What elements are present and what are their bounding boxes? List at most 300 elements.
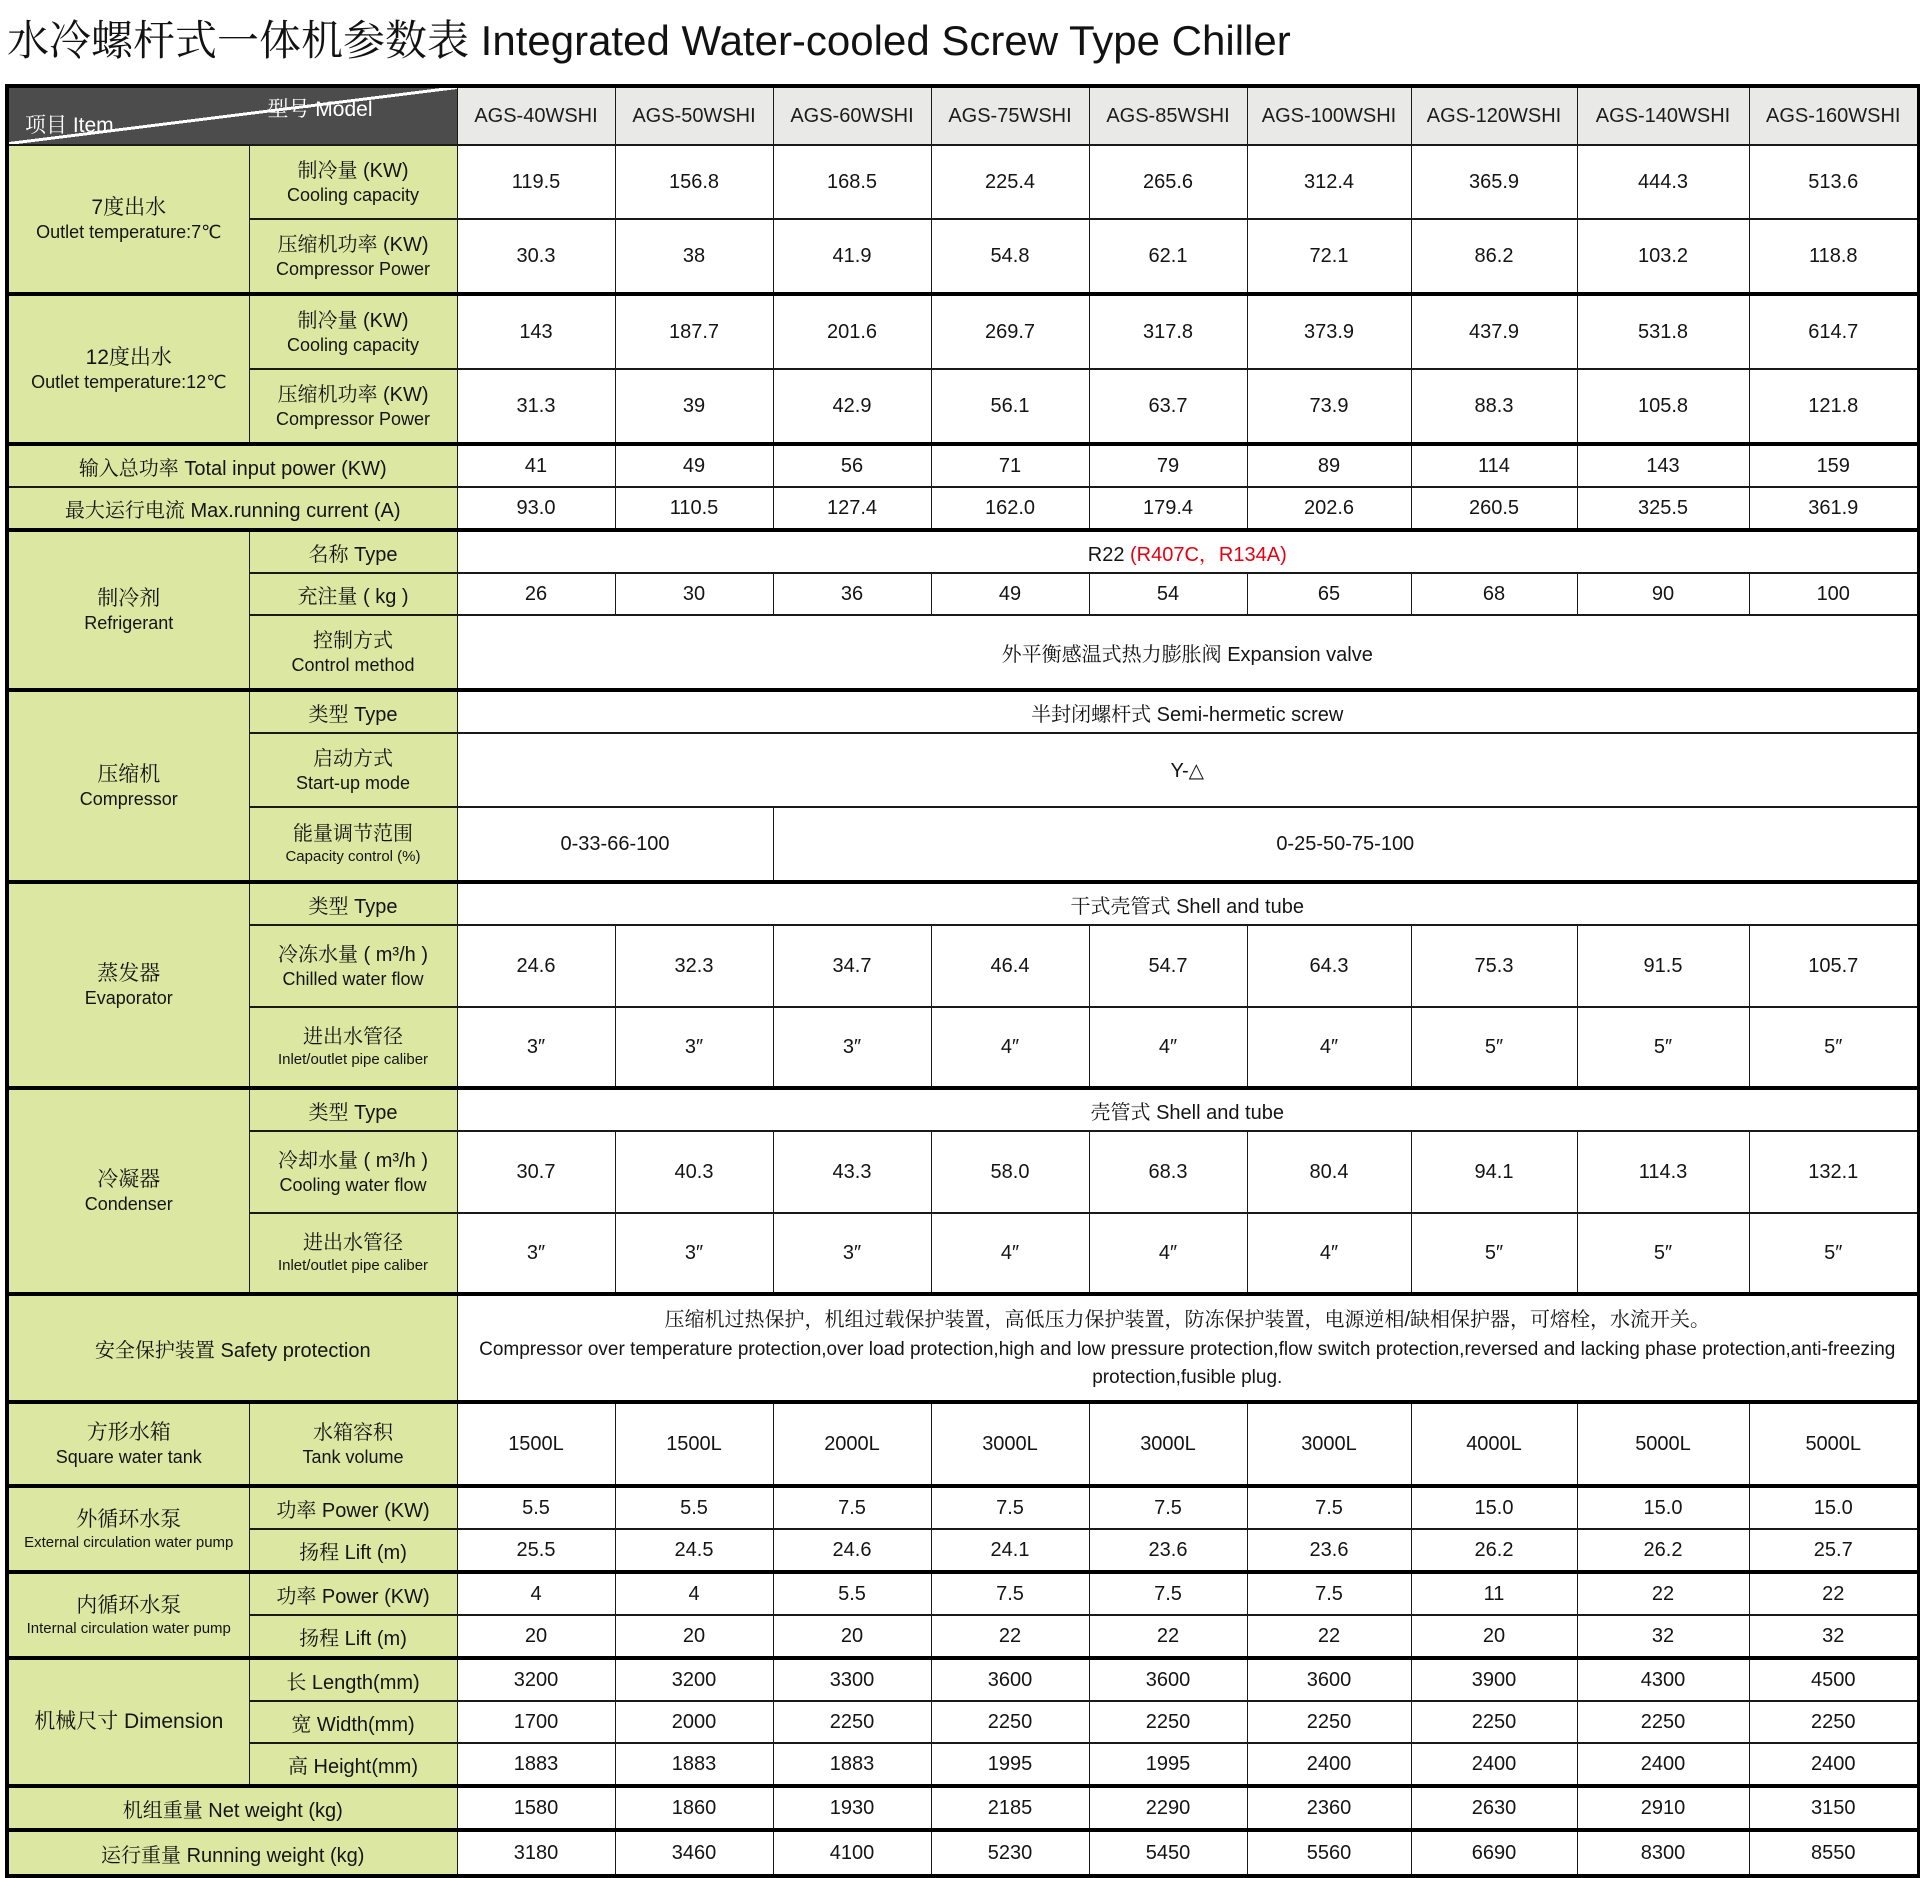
total-input-power-value: 41	[457, 444, 615, 487]
startup-mode-value: Y-△	[457, 733, 1919, 807]
cooling-capacity-12c-value: 143	[457, 294, 615, 369]
tank-volume-value: 4000L	[1411, 1402, 1577, 1486]
cooling-capacity-7c-value: 168.5	[773, 145, 931, 219]
total-input-power-value: 89	[1247, 444, 1411, 487]
label-zh: 水箱容积	[313, 1421, 393, 1444]
tank-volume-value: 5000L	[1577, 1402, 1749, 1486]
total-input-power-value: 49	[615, 444, 773, 487]
model-header-cell: AGS-50WSHI	[615, 86, 773, 145]
label-en: Tank volume	[302, 1446, 404, 1467]
evaporator-pipe-caliber-value: 3″	[615, 1007, 773, 1088]
int-pump-power-value: 4	[615, 1572, 773, 1615]
ext-pump-lift-value: 23.6	[1089, 1529, 1247, 1572]
group-condenser	[7, 1088, 249, 1294]
condenser-pipe-caliber-value: 5″	[1577, 1213, 1749, 1294]
cooling-capacity-7c-value: 119.5	[457, 145, 615, 219]
label-en: Control method	[291, 654, 415, 675]
compressor-power-7c-value: 30.3	[457, 219, 615, 294]
ext-pump-power-value: 7.5	[1247, 1486, 1411, 1529]
evaporator-type-value: 干式壳管式 Shell and tube	[457, 882, 1919, 925]
compressor-power-12c-value: 56.1	[931, 369, 1089, 444]
length-value: 3200	[615, 1658, 773, 1701]
row-total-input-power	[7, 444, 1919, 487]
label-refrigerant-charge: 充注量 ( kg )	[249, 573, 457, 615]
safety-text-zh: 压缩机过热保护，机组过载保护装置，高低压力保护装置，防冻保护装置，电源逆相/缺相保护器，可熔栓，水流开关。	[664, 1308, 1711, 1331]
refrigerant-charge-value: 100	[1749, 573, 1919, 615]
refrigerant-charge-value: 90	[1577, 573, 1749, 615]
evaporator-pipe-caliber-value: 4″	[1089, 1007, 1247, 1088]
cooling-capacity-7c-value: 156.8	[615, 145, 773, 219]
safety-text-en: Compressor over temperature protection,over load protection,high and low pressure protection,flow switch protection,reversed and lacking phase protection,anti-freezing protection,fusible plug.	[479, 1338, 1896, 1388]
label-startup-mode	[249, 733, 457, 807]
cooling-capacity-7c-value: 225.4	[931, 145, 1089, 219]
chilled-water-flow-value: 32.3	[615, 925, 773, 1007]
group-internal-circulation-pump	[7, 1572, 249, 1658]
label-compressor-power	[249, 219, 457, 294]
label-zh: 压缩机功率 (KW)	[277, 233, 429, 256]
group-evaporator	[7, 882, 249, 1088]
ext-pump-lift-value: 26.2	[1411, 1529, 1577, 1572]
cooling-capacity-12c-value: 187.7	[615, 294, 773, 369]
control-method-value: 外平衡感温式热力膨胀阀 Expansion valve	[457, 615, 1919, 690]
net-weight-value: 2630	[1411, 1786, 1577, 1830]
label-chilled-water-flow	[249, 925, 457, 1007]
label-en: Chilled water flow	[282, 968, 424, 989]
model-header-cell: AGS-100WSHI	[1247, 86, 1411, 145]
length-value: 3300	[773, 1658, 931, 1701]
compressor-power-12c-value: 88.3	[1411, 369, 1577, 444]
group-label-zh: 方形水箱	[86, 1421, 171, 1445]
max-running-current-value: 179.4	[1089, 487, 1247, 530]
running-weight-value: 3460	[615, 1830, 773, 1876]
length-value: 3200	[457, 1658, 615, 1701]
condenser-pipe-caliber-value: 5″	[1749, 1213, 1919, 1294]
label-zh: 冷冻水量 ( m³/h )	[278, 943, 428, 966]
label-cooling-water-flow	[249, 1131, 457, 1213]
label-safety-protection: 安全保护装置 Safety protection	[7, 1294, 457, 1402]
label-zh: 进出水管径	[303, 1026, 403, 1049]
cooling-capacity-7c-value: 265.6	[1089, 145, 1247, 219]
cooling-water-flow-value: 114.3	[1577, 1131, 1749, 1213]
total-input-power-value: 159	[1749, 444, 1919, 487]
label-running-weight: 运行重量 Running weight (kg)	[7, 1830, 457, 1876]
row-tank-volume	[7, 1402, 1919, 1486]
page-title: 水冷螺杆式一体机参数表 Integrated Water-cooled Screw Type Chiller	[7, 17, 1291, 64]
height-value: 1883	[457, 1743, 615, 1786]
label-en: Compressor Power	[275, 408, 431, 429]
tank-volume-value: 3000L	[931, 1402, 1089, 1486]
group-label-en: External circulation water pump	[24, 1533, 234, 1551]
group-label-zh: 制冷剂	[97, 587, 161, 611]
refrigerant-charge-value: 68	[1411, 573, 1577, 615]
group-label-zh: 7度出水	[91, 196, 167, 220]
int-pump-power-value: 7.5	[1247, 1572, 1411, 1615]
model-header-cell: AGS-160WSHI	[1749, 86, 1919, 145]
row-int-pump-lift	[7, 1615, 1919, 1658]
evaporator-pipe-caliber-value: 4″	[931, 1007, 1089, 1088]
evaporator-pipe-caliber-value: 5″	[1749, 1007, 1919, 1088]
net-weight-value: 3150	[1749, 1786, 1919, 1830]
ext-pump-power-value: 15.0	[1577, 1486, 1749, 1529]
cooling-water-flow-value: 132.1	[1749, 1131, 1919, 1213]
int-pump-power-value: 4	[457, 1572, 615, 1615]
tank-volume-value: 3000L	[1089, 1402, 1247, 1486]
compressor-power-7c-value: 38	[615, 219, 773, 294]
label-en: Cooling capacity	[286, 334, 420, 355]
group-label-zh: 冷凝器	[97, 1168, 161, 1192]
compressor-power-7c-value: 103.2	[1577, 219, 1749, 294]
width-value: 2250	[931, 1701, 1089, 1743]
tank-volume-value: 5000L	[1749, 1402, 1919, 1486]
condenser-pipe-caliber-value: 4″	[931, 1213, 1089, 1294]
int-pump-lift-value: 22	[1247, 1615, 1411, 1658]
condenser-pipe-caliber-value: 3″	[457, 1213, 615, 1294]
cooling-water-flow-value: 30.7	[457, 1131, 615, 1213]
cooling-capacity-12c-value: 437.9	[1411, 294, 1577, 369]
int-pump-lift-value: 32	[1749, 1615, 1919, 1658]
model-header-cell: AGS-140WSHI	[1577, 86, 1749, 145]
cooling-capacity-12c-value: 317.8	[1089, 294, 1247, 369]
ext-pump-power-value: 15.0	[1411, 1486, 1577, 1529]
cooling-water-flow-value: 80.4	[1247, 1131, 1411, 1213]
label-en: Inlet/outlet pipe caliber	[277, 1257, 429, 1275]
label-max-running-current: 最大运行电流 Max.running current (A)	[7, 487, 457, 530]
label-net-weight: 机组重量 Net weight (kg)	[7, 1786, 457, 1830]
cooling-water-flow-value: 68.3	[1089, 1131, 1247, 1213]
net-weight-value: 2360	[1247, 1786, 1411, 1830]
width-value: 2250	[1247, 1701, 1411, 1743]
width-value: 2250	[773, 1701, 931, 1743]
cooling-water-flow-value: 94.1	[1411, 1131, 1577, 1213]
ext-pump-power-value: 7.5	[773, 1486, 931, 1529]
refrigerant-alternatives: (R407C，R134A)	[1130, 543, 1287, 566]
running-weight-value: 8300	[1577, 1830, 1749, 1876]
height-value: 2400	[1577, 1743, 1749, 1786]
row-chilled-water-flow	[7, 925, 1919, 1007]
condenser-pipe-caliber-value: 4″	[1089, 1213, 1247, 1294]
evaporator-pipe-caliber-value: 5″	[1411, 1007, 1577, 1088]
label-condenser-pipe-caliber	[249, 1213, 457, 1294]
ext-pump-lift-value: 25.7	[1749, 1529, 1919, 1572]
label-compressor-power	[249, 369, 457, 444]
int-pump-lift-value: 20	[773, 1615, 931, 1658]
int-pump-power-value: 7.5	[1089, 1572, 1247, 1615]
label-zh: 压缩机功率 (KW)	[277, 383, 429, 406]
max-running-current-value: 162.0	[931, 487, 1089, 530]
label-capacity-control	[249, 807, 457, 882]
group-label-en: Condenser	[84, 1194, 173, 1215]
label-zh: 控制方式	[313, 629, 393, 652]
label-evaporator-pipe-caliber	[249, 1007, 457, 1088]
height-value: 1995	[1089, 1743, 1247, 1786]
label-condenser-type: 类型 Type	[249, 1088, 457, 1131]
ext-pump-power-value: 7.5	[931, 1486, 1089, 1529]
model-header-cell: AGS-40WSHI	[457, 86, 615, 145]
compressor-power-12c-value: 105.8	[1577, 369, 1749, 444]
capacity-control-large-models: 0-25-50-75-100	[773, 807, 1919, 882]
chilled-water-flow-value: 24.6	[457, 925, 615, 1007]
compressor-power-12c-value: 73.9	[1247, 369, 1411, 444]
label-zh: 制冷量 (KW)	[297, 309, 409, 332]
row-evaporator-pipe-caliber	[7, 1007, 1919, 1088]
row-refrigerant-name	[7, 530, 1919, 573]
group-outlet-7c	[7, 145, 249, 294]
compressor-power-7c-value: 62.1	[1089, 219, 1247, 294]
group-external-circulation-pump	[7, 1486, 249, 1572]
group-label-en: Evaporator	[84, 988, 173, 1009]
label-compressor-type: 类型 Type	[249, 690, 457, 733]
cooling-capacity-7c-value: 312.4	[1247, 145, 1411, 219]
row-cooling-capacity-12c	[7, 294, 1919, 369]
ext-pump-lift-value: 25.5	[457, 1529, 615, 1572]
cooling-capacity-12c-value: 201.6	[773, 294, 931, 369]
max-running-current-value: 202.6	[1247, 487, 1411, 530]
ext-pump-power-value: 7.5	[1089, 1486, 1247, 1529]
refrigerant-charge-value: 26	[457, 573, 615, 615]
group-label-en: Refrigerant	[84, 613, 174, 634]
model-header-cell: AGS-120WSHI	[1411, 86, 1577, 145]
group-label-en: Internal circulation water pump	[26, 1619, 231, 1637]
chilled-water-flow-value: 54.7	[1089, 925, 1247, 1007]
int-pump-power-value: 22	[1577, 1572, 1749, 1615]
int-pump-lift-value: 22	[931, 1615, 1089, 1658]
refrigerant-charge-value: 65	[1247, 573, 1411, 615]
cooling-capacity-7c-value: 444.3	[1577, 145, 1749, 219]
condenser-pipe-caliber-value: 3″	[615, 1213, 773, 1294]
condenser-pipe-caliber-value: 5″	[1411, 1213, 1577, 1294]
row-capacity-control	[7, 807, 1919, 882]
int-pump-lift-value: 22	[1089, 1615, 1247, 1658]
group-label-en: Square water tank	[55, 1447, 202, 1468]
tank-volume-value: 1500L	[615, 1402, 773, 1486]
length-value: 3900	[1411, 1658, 1577, 1701]
int-pump-lift-value: 20	[615, 1615, 773, 1658]
net-weight-value: 2290	[1089, 1786, 1247, 1830]
length-value: 3600	[931, 1658, 1089, 1701]
model-header-row	[7, 86, 1919, 145]
model-axis-label: 型号 Model	[267, 98, 373, 121]
compressor-power-12c-value: 39	[615, 369, 773, 444]
label-en: Start-up mode	[295, 772, 411, 793]
label-cooling-capacity	[249, 145, 457, 219]
width-value: 2250	[1089, 1701, 1247, 1743]
max-running-current-value: 110.5	[615, 487, 773, 530]
width-value: 2250	[1749, 1701, 1919, 1743]
group-compressor	[7, 690, 249, 882]
label-zh: 能量调节范围	[293, 823, 413, 846]
width-value: 2000	[615, 1701, 773, 1743]
max-running-current-value: 260.5	[1411, 487, 1577, 530]
label-tank-volume	[249, 1402, 457, 1486]
condenser-pipe-caliber-value: 3″	[773, 1213, 931, 1294]
running-weight-value: 6690	[1411, 1830, 1577, 1876]
ext-pump-lift-value: 23.6	[1247, 1529, 1411, 1572]
cooling-capacity-7c-value: 513.6	[1749, 145, 1919, 219]
row-width	[7, 1701, 1919, 1743]
length-value: 4300	[1577, 1658, 1749, 1701]
label-zh: 启动方式	[313, 747, 393, 770]
length-value: 3600	[1089, 1658, 1247, 1701]
row-length	[7, 1658, 1919, 1701]
row-int-pump-power	[7, 1572, 1919, 1615]
ext-pump-power-value: 15.0	[1749, 1486, 1919, 1529]
diagonal-header-cell	[7, 86, 457, 145]
total-input-power-value: 71	[931, 444, 1089, 487]
chiller-spec-table	[5, 84, 1920, 1878]
int-pump-lift-value: 20	[457, 1615, 615, 1658]
width-value: 2250	[1577, 1701, 1749, 1743]
label-en: Capacity control (%)	[285, 848, 421, 866]
compressor-power-7c-value: 54.8	[931, 219, 1089, 294]
group-outlet-12c	[7, 294, 249, 444]
net-weight-value: 2910	[1577, 1786, 1749, 1830]
condenser-type-value: 壳管式 Shell and tube	[457, 1088, 1919, 1131]
label-en: Inlet/outlet pipe caliber	[277, 1051, 429, 1069]
int-pump-lift-value: 32	[1577, 1615, 1749, 1658]
max-running-current-value: 325.5	[1577, 487, 1749, 530]
cooling-capacity-12c-value: 269.7	[931, 294, 1089, 369]
label-height: 高 Height(mm)	[249, 1743, 457, 1786]
label-ext-pump-lift: 扬程 Lift (m)	[249, 1529, 457, 1572]
model-header-cell: AGS-60WSHI	[773, 86, 931, 145]
running-weight-value: 5560	[1247, 1830, 1411, 1876]
row-ext-pump-lift	[7, 1529, 1919, 1572]
group-label-en: Compressor	[79, 789, 178, 810]
evaporator-pipe-caliber-value: 5″	[1577, 1007, 1749, 1088]
compressor-power-12c-value: 63.7	[1089, 369, 1247, 444]
capacity-control-small-models: 0-33-66-100	[457, 807, 773, 882]
cooling-capacity-12c-value: 614.7	[1749, 294, 1919, 369]
row-condenser-type	[7, 1088, 1919, 1131]
ext-pump-lift-value: 26.2	[1577, 1529, 1749, 1572]
label-control-method	[249, 615, 457, 690]
refrigerant-charge-value: 49	[931, 573, 1089, 615]
chilled-water-flow-value: 91.5	[1577, 925, 1749, 1007]
chilled-water-flow-value: 105.7	[1749, 925, 1919, 1007]
net-weight-value: 1930	[773, 1786, 931, 1830]
group-label-zh: 蒸发器	[97, 962, 161, 986]
label-evaporator-type: 类型 Type	[249, 882, 457, 925]
row-height	[7, 1743, 1919, 1786]
total-input-power-value: 56	[773, 444, 931, 487]
item-axis-label: 项目 Item	[25, 114, 114, 137]
ext-pump-power-value: 5.5	[615, 1486, 773, 1529]
cooling-water-flow-value: 43.3	[773, 1131, 931, 1213]
running-weight-value: 5230	[931, 1830, 1089, 1876]
label-en: Compressor Power	[275, 258, 431, 279]
net-weight-value: 2185	[931, 1786, 1089, 1830]
group-label-zh: 12度出水	[85, 346, 172, 370]
cooling-water-flow-value: 40.3	[615, 1131, 773, 1213]
ext-pump-power-value: 5.5	[457, 1486, 615, 1529]
height-value: 1995	[931, 1743, 1089, 1786]
cooling-water-flow-value: 58.0	[931, 1131, 1089, 1213]
running-weight-value: 8550	[1749, 1830, 1919, 1876]
net-weight-value: 1860	[615, 1786, 773, 1830]
group-label-zh: 外循环水泵	[76, 1507, 182, 1531]
compressor-power-12c-value: 31.3	[457, 369, 615, 444]
tank-volume-value: 2000L	[773, 1402, 931, 1486]
safety-protection-value	[457, 1294, 1919, 1402]
chilled-water-flow-value: 46.4	[931, 925, 1089, 1007]
max-running-current-value: 127.4	[773, 487, 931, 530]
height-value: 1883	[615, 1743, 773, 1786]
label-en: Cooling water flow	[279, 1174, 427, 1195]
label-zh: 冷却水量 ( m³/h )	[278, 1149, 428, 1172]
label-int-pump-lift: 扬程 Lift (m)	[249, 1615, 457, 1658]
length-value: 4500	[1749, 1658, 1919, 1701]
label-zh: 制冷量 (KW)	[297, 159, 409, 182]
row-condenser-pipe-caliber	[7, 1213, 1919, 1294]
row-cooling-water-flow	[7, 1131, 1919, 1213]
total-input-power-value: 143	[1577, 444, 1749, 487]
group-dimension: 机械尺寸 Dimension	[7, 1658, 249, 1786]
label-zh: 进出水管径	[303, 1232, 403, 1255]
compressor-power-12c-value: 42.9	[773, 369, 931, 444]
chilled-water-flow-value: 64.3	[1247, 925, 1411, 1007]
tank-volume-value: 3000L	[1247, 1402, 1411, 1486]
group-label-zh: 压缩机	[97, 763, 161, 787]
height-value: 2400	[1247, 1743, 1411, 1786]
label-refrigerant-name: 名称 Type	[249, 530, 457, 573]
cooling-capacity-7c-value: 365.9	[1411, 145, 1577, 219]
row-compressor-power-7c	[7, 219, 1919, 294]
int-pump-power-value: 11	[1411, 1572, 1577, 1615]
int-pump-power-value: 5.5	[773, 1572, 931, 1615]
condenser-pipe-caliber-value: 4″	[1247, 1213, 1411, 1294]
ext-pump-lift-value: 24.5	[615, 1529, 773, 1572]
running-weight-value: 4100	[773, 1830, 931, 1876]
evaporator-pipe-caliber-value: 4″	[1247, 1007, 1411, 1088]
group-refrigerant	[7, 530, 249, 690]
cooling-capacity-12c-value: 373.9	[1247, 294, 1411, 369]
width-value: 2250	[1411, 1701, 1577, 1743]
evaporator-pipe-caliber-value: 3″	[773, 1007, 931, 1088]
label-width: 宽 Width(mm)	[249, 1701, 457, 1743]
row-evaporator-type	[7, 882, 1919, 925]
total-input-power-value: 79	[1089, 444, 1247, 487]
compressor-power-12c-value: 121.8	[1749, 369, 1919, 444]
height-value: 2400	[1411, 1743, 1577, 1786]
refrigerant-base: R22	[1087, 543, 1130, 566]
row-net-weight	[7, 1786, 1919, 1830]
compressor-power-7c-value: 72.1	[1247, 219, 1411, 294]
length-value: 3600	[1247, 1658, 1411, 1701]
running-weight-value: 3180	[457, 1830, 615, 1876]
cooling-capacity-12c-value: 531.8	[1577, 294, 1749, 369]
chilled-water-flow-value: 34.7	[773, 925, 931, 1007]
running-weight-value: 5450	[1089, 1830, 1247, 1876]
total-input-power-value: 114	[1411, 444, 1577, 487]
label-en: Cooling capacity	[286, 184, 420, 205]
label-ext-pump-power: 功率 Power (KW)	[249, 1486, 457, 1529]
group-label-en: Outlet temperature:12℃	[31, 372, 227, 393]
row-refrigerant-charge	[7, 573, 1919, 615]
height-value: 1883	[773, 1743, 931, 1786]
height-value: 2400	[1749, 1743, 1919, 1786]
row-ext-pump-power	[7, 1486, 1919, 1529]
row-cooling-capacity-7c	[7, 145, 1919, 219]
group-square-water-tank	[7, 1402, 249, 1486]
int-pump-power-value: 7.5	[931, 1572, 1089, 1615]
label-int-pump-power: 功率 Power (KW)	[249, 1572, 457, 1615]
evaporator-pipe-caliber-value: 3″	[457, 1007, 615, 1088]
ext-pump-lift-value: 24.6	[773, 1529, 931, 1572]
group-label-en: Outlet temperature:7℃	[36, 222, 222, 243]
label-total-input-power: 输入总功率 Total input power (KW)	[7, 444, 457, 487]
label-cooling-capacity	[249, 294, 457, 369]
compressor-power-7c-value: 86.2	[1411, 219, 1577, 294]
